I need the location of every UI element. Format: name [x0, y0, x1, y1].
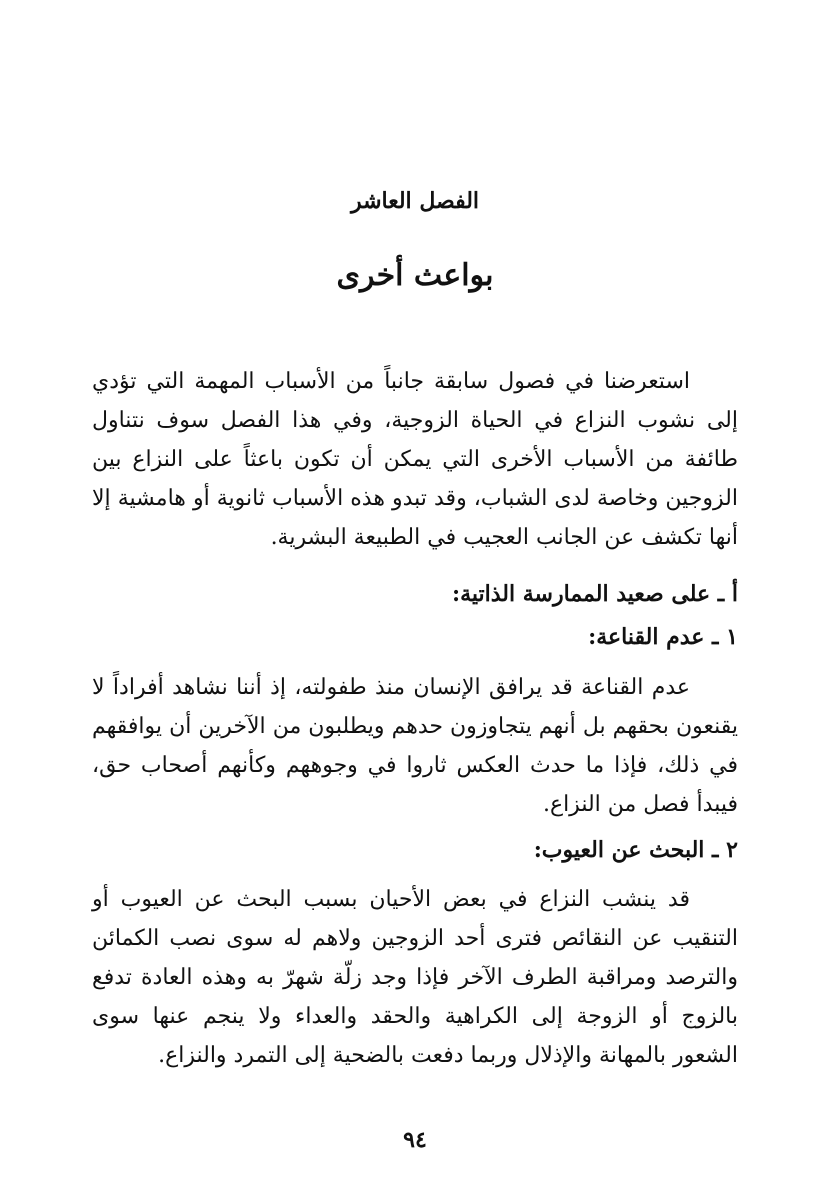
chapter-title: بواعث أخرى [336, 258, 494, 293]
chapter-label: الفصل العاشر [350, 188, 480, 214]
section-heading: أ ـ على صعيد الممارسة الذاتية: [451, 581, 738, 607]
page-number: ٩٤ [403, 1127, 427, 1153]
subsection-heading-discontent: ١ ـ عدم القناعة: [588, 624, 738, 650]
discontent-paragraph: عدم القناعة قد يرافق الإنسان منذ طفولته، إذ أننا نشاهد أفراداً لا يقنعون بحقهم بل أنهم يتجاوزون حدهم ويطلبون من الآخرين أن يوافقهم في ذلك، فإذا ما حدث العكس ثاروا في وجوههم وكأنهم أصحاب حق، فيبدأ فصل من النزاع. [92, 675, 738, 817]
intro-paragraph: استعرضنا في فصول سابقة جانباً من الأسباب المهمة التي تؤدي إلى نشوب النزاع في الحياة الزوجية، وفي هذا الفصل سوف نتناول طائفة من الأسباب الأخرى التي يمكن أن تكون باعثاً على النزاع بين الزوجين وخاصة لدى الشباب، وقد تبدو هذه الأسباب ثانوية أو هامشية إلا أنها تكشف عن الجانب العجيب في الطبيعة البشرية. [92, 369, 739, 550]
fault-finding-paragraph: قد ينشب النزاع في بعض الأحيان بسبب البحث عن العيوب أو التنقيب عن النقائص فترى أحد الزوجين ولاهم له سوى نصب الكمائن والترصد ومراقبة الطرف الآخر فإذا وجد زلّة شهرّ به وهذه العادة تدفع بالزوج أو الزوجة إلى الكراهية والحقد والعداء ولا ينجم عنها سوى الشعور بالمهانة والإذلال وربما دفعت بالضحية إلى التمرد والنزاع. [92, 887, 738, 1068]
subsection-heading-fault-finding: ٢ ـ البحث عن العيوب: [533, 837, 738, 863]
